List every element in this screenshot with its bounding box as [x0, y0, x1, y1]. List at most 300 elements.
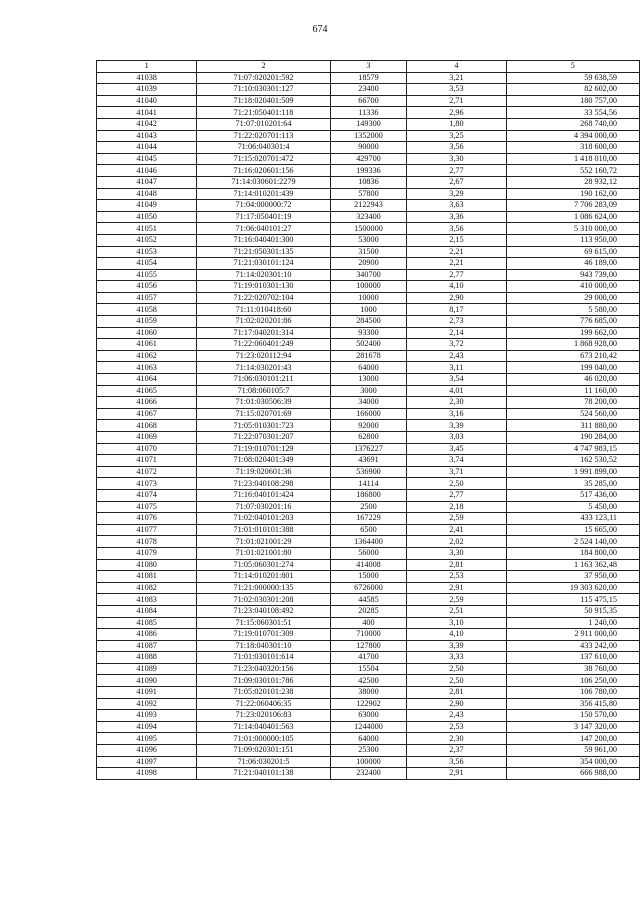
row-number-cell: 41062	[97, 350, 197, 362]
table-row	[97, 292, 640, 304]
cadastral-value-cell: 1 240,00	[506, 617, 639, 629]
cadastral-number-cell: 71:01:000000:105	[197, 733, 330, 745]
cadastral-value-table	[96, 60, 640, 780]
row-number-cell: 41041	[97, 107, 197, 119]
row-number-cell: 41050	[97, 211, 197, 223]
table-row	[97, 652, 640, 664]
cadastral-number-cell: 71:14:040401:563	[197, 721, 330, 733]
row-number-cell: 41082	[97, 582, 197, 594]
row-number-cell: 41091	[97, 687, 197, 699]
column-header-4: 4	[407, 61, 506, 73]
row-number-cell: 41039	[97, 84, 197, 96]
cadastral-number-cell: 71:22:020702:104	[197, 292, 330, 304]
rate-cell: 2,50	[407, 675, 506, 687]
rate-cell: 4,10	[407, 281, 506, 293]
cadastral-value-cell: 776 685,00	[506, 316, 639, 328]
row-number-cell: 41046	[97, 165, 197, 177]
cadastral-value-cell: 59 961,00	[506, 745, 639, 757]
cadastral-value-cell: 19 303 620,00	[506, 582, 639, 594]
area-cell: 1500000	[330, 223, 407, 235]
cadastral-value-cell: 311 880,00	[506, 420, 639, 432]
rate-cell: 2,02	[407, 536, 506, 548]
rate-cell: 2,50	[407, 663, 506, 675]
area-cell: 62800	[330, 432, 407, 444]
table-row	[97, 95, 640, 107]
cadastral-number-cell: 71:22:070301:207	[197, 432, 330, 444]
table-row	[97, 687, 640, 699]
cadastral-value-cell: 354 000,00	[506, 756, 639, 768]
area-cell: 20900	[330, 258, 407, 270]
area-cell: 42500	[330, 675, 407, 687]
area-cell: 11336	[330, 107, 407, 119]
cadastral-value-cell: 78 200,00	[506, 397, 639, 409]
table-row	[97, 489, 640, 501]
row-number-cell: 41064	[97, 374, 197, 386]
cadastral-number-cell: 71:06:030201:5	[197, 756, 330, 768]
rate-cell: 3,39	[407, 640, 506, 652]
row-number-cell: 41088	[97, 652, 197, 664]
row-number-cell: 41081	[97, 571, 197, 583]
row-number-cell: 41043	[97, 130, 197, 142]
row-number-cell: 41073	[97, 478, 197, 490]
cadastral-number-cell: 71:16:040101:424	[197, 489, 330, 501]
cadastral-number-cell: 71:22:020701:113	[197, 130, 330, 142]
cadastral-value-cell: 199 662,00	[506, 327, 639, 339]
rate-cell: 2,50	[407, 478, 506, 490]
row-number-cell: 41054	[97, 258, 197, 270]
rate-cell: 3,56	[407, 142, 506, 154]
cadastral-value-cell: 162 530,52	[506, 455, 639, 467]
table-row	[97, 374, 640, 386]
table-row	[97, 316, 640, 328]
table-row	[97, 281, 640, 293]
cadastral-value-cell: 199 040,00	[506, 362, 639, 374]
cadastral-number-cell: 71:01:021001:80	[197, 547, 330, 559]
table-row	[97, 617, 640, 629]
rate-cell: 8,17	[407, 304, 506, 316]
cadastral-number-cell: 71:21:050301:135	[197, 246, 330, 258]
cadastral-value-cell: 1 418 010,00	[506, 153, 639, 165]
column-header-3: 3	[330, 61, 407, 73]
cadastral-value-cell: 1 868 928,00	[506, 339, 639, 351]
table-row	[97, 756, 640, 768]
cadastral-number-cell: 71:02:020201:86	[197, 316, 330, 328]
cadastral-value-cell: 4 394 000,00	[506, 130, 639, 142]
cadastral-value-cell: 137 610,00	[506, 652, 639, 664]
rate-cell: 2,14	[407, 327, 506, 339]
rate-cell: 2,21	[407, 246, 506, 258]
row-number-cell: 41056	[97, 281, 197, 293]
row-number-cell: 41068	[97, 420, 197, 432]
table-row	[97, 605, 640, 617]
row-number-cell: 41092	[97, 698, 197, 710]
rate-cell: 3,74	[407, 455, 506, 467]
table-row	[97, 536, 640, 548]
cadastral-value-cell: 46 189,00	[506, 258, 639, 270]
rate-cell: 2,91	[407, 768, 506, 780]
cadastral-number-cell: 71:18:040301:10	[197, 640, 330, 652]
rate-cell: 3,39	[407, 420, 506, 432]
table-row	[97, 246, 640, 258]
table-row	[97, 582, 640, 594]
row-number-cell: 41084	[97, 605, 197, 617]
area-cell: 63000	[330, 710, 407, 722]
cadastral-value-cell: 2 911 000,00	[506, 629, 639, 641]
rate-cell: 2,43	[407, 350, 506, 362]
cadastral-value-cell: 268 740,00	[506, 118, 639, 130]
rate-cell: 3,30	[407, 547, 506, 559]
area-cell: 414008	[330, 559, 407, 571]
table-row	[97, 142, 640, 154]
area-cell: 15504	[330, 663, 407, 675]
area-cell: 25300	[330, 745, 407, 757]
cadastral-number-cell: 71:23:040108:298	[197, 478, 330, 490]
cadastral-number-cell: 71:15:060301:51	[197, 617, 330, 629]
table-body	[97, 72, 640, 779]
area-cell: 149300	[330, 118, 407, 130]
row-number-cell: 41061	[97, 339, 197, 351]
cadastral-number-cell: 71:23:020112:94	[197, 350, 330, 362]
rate-cell: 2,77	[407, 165, 506, 177]
cadastral-number-cell: 71:21:040101:138	[197, 768, 330, 780]
cadastral-value-cell: 1 991 899,00	[506, 466, 639, 478]
cadastral-value-cell: 150 570,00	[506, 710, 639, 722]
cadastral-number-cell: 71:14:010201:801	[197, 571, 330, 583]
table-row	[97, 339, 640, 351]
area-cell: 23400	[330, 84, 407, 96]
cadastral-number-cell: 71:16:020601:156	[197, 165, 330, 177]
table-row	[97, 594, 640, 606]
rate-cell: 3,11	[407, 362, 506, 374]
rate-cell: 2,53	[407, 571, 506, 583]
row-number-cell: 41040	[97, 95, 197, 107]
area-cell: 13000	[330, 374, 407, 386]
table-row	[97, 107, 640, 119]
table-row	[97, 258, 640, 270]
area-cell: 53000	[330, 234, 407, 246]
table-row	[97, 350, 640, 362]
rate-cell: 3,56	[407, 756, 506, 768]
cadastral-value-cell: 28 932,12	[506, 176, 639, 188]
table-row	[97, 745, 640, 757]
cadastral-number-cell: 71:04:000000:72	[197, 200, 330, 212]
rate-cell: 3,10	[407, 617, 506, 629]
cadastral-value-cell: 318 600,00	[506, 142, 639, 154]
column-header-2: 2	[197, 61, 330, 73]
area-cell: 90000	[330, 142, 407, 154]
rate-cell: 2,81	[407, 559, 506, 571]
rate-cell: 2,96	[407, 107, 506, 119]
table-row	[97, 304, 640, 316]
cadastral-number-cell: 71:10:030301:127	[197, 84, 330, 96]
table-row	[97, 524, 640, 536]
rate-cell: 3,25	[407, 130, 506, 142]
cadastral-number-cell: 71:08:060105:7	[197, 385, 330, 397]
row-number-cell: 41057	[97, 292, 197, 304]
cadastral-number-cell: 71:01:010101:388	[197, 524, 330, 536]
rate-cell: 3,16	[407, 408, 506, 420]
row-number-cell: 41053	[97, 246, 197, 258]
table-row	[97, 211, 640, 223]
rate-cell: 3,72	[407, 339, 506, 351]
row-number-cell: 41047	[97, 176, 197, 188]
row-number-cell: 41075	[97, 501, 197, 513]
cadastral-value-cell: 38 760,00	[506, 663, 639, 675]
rate-cell: 2,30	[407, 733, 506, 745]
cadastral-value-cell: 2 524 140,00	[506, 536, 639, 548]
rate-cell: 3,53	[407, 84, 506, 96]
rate-cell: 2,51	[407, 605, 506, 617]
area-cell: 34000	[330, 397, 407, 409]
table-row	[97, 675, 640, 687]
cadastral-value-cell: 5 310 000,00	[506, 223, 639, 235]
table-row	[97, 408, 640, 420]
area-cell: 92000	[330, 420, 407, 432]
rate-cell: 2,73	[407, 316, 506, 328]
cadastral-number-cell: 71:01:021001:29	[197, 536, 330, 548]
cadastral-value-cell: 69 615,00	[506, 246, 639, 258]
row-number-cell: 41076	[97, 513, 197, 525]
area-cell: 100000	[330, 281, 407, 293]
area-cell: 167229	[330, 513, 407, 525]
row-number-cell: 41085	[97, 617, 197, 629]
cadastral-number-cell: 71:06:030101:211	[197, 374, 330, 386]
row-number-cell: 41058	[97, 304, 197, 316]
cadastral-value-cell: 59 638,59	[506, 72, 639, 84]
table-row	[97, 733, 640, 745]
table-row	[97, 640, 640, 652]
table-row	[97, 501, 640, 513]
table-row	[97, 234, 640, 246]
table-row	[97, 721, 640, 733]
table-row	[97, 478, 640, 490]
row-number-cell: 41059	[97, 316, 197, 328]
row-number-cell: 41065	[97, 385, 197, 397]
table-row	[97, 571, 640, 583]
rate-cell: 3,56	[407, 223, 506, 235]
cadastral-value-cell: 115 475,15	[506, 594, 639, 606]
cadastral-value-cell: 15 665,00	[506, 524, 639, 536]
cadastral-value-cell: 37 950,00	[506, 571, 639, 583]
rate-cell: 2,91	[407, 582, 506, 594]
row-number-cell: 41095	[97, 733, 197, 745]
area-cell: 15000	[330, 571, 407, 583]
area-cell: 66700	[330, 95, 407, 107]
row-number-cell: 41071	[97, 455, 197, 467]
cadastral-value-cell: 1 163 362,48	[506, 559, 639, 571]
area-cell: 56000	[330, 547, 407, 559]
table-row	[97, 559, 640, 571]
rate-cell: 2,77	[407, 269, 506, 281]
rate-cell: 2,59	[407, 513, 506, 525]
cadastral-number-cell: 71:16:040401:300	[197, 234, 330, 246]
cadastral-value-cell: 106 250,00	[506, 675, 639, 687]
rate-cell: 1,80	[407, 118, 506, 130]
cadastral-value-cell: 673 210,42	[506, 350, 639, 362]
row-number-cell: 41042	[97, 118, 197, 130]
row-number-cell: 41069	[97, 432, 197, 444]
row-number-cell: 41096	[97, 745, 197, 757]
area-cell: 44585	[330, 594, 407, 606]
cadastral-number-cell: 71:09:020301:151	[197, 745, 330, 757]
area-cell: 1376227	[330, 443, 407, 455]
cadastral-value-cell: 190 284,00	[506, 432, 639, 444]
header-row	[97, 61, 640, 73]
cadastral-value-cell: 11 160,00	[506, 385, 639, 397]
cadastral-number-cell: 71:07:020201:592	[197, 72, 330, 84]
cadastral-value-cell: 113 950,00	[506, 234, 639, 246]
area-cell: 710000	[330, 629, 407, 641]
cadastral-value-cell: 33 554,56	[506, 107, 639, 119]
table-row	[97, 455, 640, 467]
cadastral-value-cell: 29 000,00	[506, 292, 639, 304]
area-cell: 18579	[330, 72, 407, 84]
cadastral-value-cell: 943 739,00	[506, 269, 639, 281]
row-number-cell: 41045	[97, 153, 197, 165]
row-number-cell: 41067	[97, 408, 197, 420]
rate-cell: 2,90	[407, 292, 506, 304]
cadastral-number-cell: 71:15:020701:69	[197, 408, 330, 420]
area-cell: 323400	[330, 211, 407, 223]
area-cell: 284500	[330, 316, 407, 328]
row-number-cell: 41097	[97, 756, 197, 768]
table-row	[97, 710, 640, 722]
cadastral-value-cell: 184 800,00	[506, 547, 639, 559]
cadastral-value-cell: 147 200,00	[506, 733, 639, 745]
cadastral-number-cell: 71:09:030101:786	[197, 675, 330, 687]
table-row	[97, 420, 640, 432]
rate-cell: 2,18	[407, 501, 506, 513]
page-number: 674	[312, 24, 328, 35]
row-number-cell: 41093	[97, 710, 197, 722]
table-row	[97, 130, 640, 142]
cadastral-number-cell: 71:19:010701:309	[197, 629, 330, 641]
rate-cell: 3,71	[407, 466, 506, 478]
cadastral-number-cell: 71:23:020106:83	[197, 710, 330, 722]
cadastral-number-cell: 71:07:030201:16	[197, 501, 330, 513]
area-cell: 93300	[330, 327, 407, 339]
table-row	[97, 269, 640, 281]
area-cell: 6726000	[330, 582, 407, 594]
area-cell: 3000	[330, 385, 407, 397]
rate-cell: 4,01	[407, 385, 506, 397]
cadastral-number-cell: 71:05:010301:723	[197, 420, 330, 432]
table-row	[97, 443, 640, 455]
area-cell: 2122943	[330, 200, 407, 212]
row-number-cell: 41074	[97, 489, 197, 501]
cadastral-value-cell: 46 020,00	[506, 374, 639, 386]
cadastral-value-cell: 433 123,11	[506, 513, 639, 525]
area-cell: 41700	[330, 652, 407, 664]
cadastral-number-cell: 71:14:030201:43	[197, 362, 330, 374]
row-number-cell: 41098	[97, 768, 197, 780]
rate-cell: 2,71	[407, 95, 506, 107]
area-cell: 14114	[330, 478, 407, 490]
rate-cell: 2,41	[407, 524, 506, 536]
row-number-cell: 41080	[97, 559, 197, 571]
rate-cell: 2,81	[407, 687, 506, 699]
cadastral-number-cell: 71:02:030301:208	[197, 594, 330, 606]
row-number-cell: 41083	[97, 594, 197, 606]
cadastral-number-cell: 71:08:020401:349	[197, 455, 330, 467]
rate-cell: 2,53	[407, 721, 506, 733]
rate-cell: 3,21	[407, 72, 506, 84]
area-cell: 122902	[330, 698, 407, 710]
rate-cell: 3,54	[407, 374, 506, 386]
area-cell: 2500	[330, 501, 407, 513]
cadastral-number-cell: 71:05:060301:274	[197, 559, 330, 571]
table-row	[97, 84, 640, 96]
rate-cell: 2,30	[407, 397, 506, 409]
cadastral-number-cell: 71:17:050401:19	[197, 211, 330, 223]
area-cell: 31500	[330, 246, 407, 258]
column-header-5: 5	[506, 61, 639, 73]
rate-cell: 2,67	[407, 176, 506, 188]
row-number-cell: 41072	[97, 466, 197, 478]
area-cell: 166000	[330, 408, 407, 420]
area-cell: 10836	[330, 176, 407, 188]
area-cell: 340700	[330, 269, 407, 281]
cadastral-value-cell: 5 450,00	[506, 501, 639, 513]
table-row	[97, 385, 640, 397]
table-row	[97, 165, 640, 177]
cadastral-value-cell: 517 436,00	[506, 489, 639, 501]
area-cell: 400	[330, 617, 407, 629]
cadastral-number-cell: 71:11:010418:60	[197, 304, 330, 316]
row-number-cell: 41060	[97, 327, 197, 339]
rate-cell: 2,59	[407, 594, 506, 606]
cadastral-number-cell: 71:14:010201:439	[197, 188, 330, 200]
row-number-cell: 41049	[97, 200, 197, 212]
area-cell: 186800	[330, 489, 407, 501]
cadastral-value-cell: 1 086 624,00	[506, 211, 639, 223]
cadastral-number-cell: 71:23:040320:156	[197, 663, 330, 675]
cadastral-number-cell: 71:19:020601:36	[197, 466, 330, 478]
rate-cell: 2,15	[407, 234, 506, 246]
cadastral-number-cell: 71:14:030601:2279	[197, 176, 330, 188]
row-number-cell: 41052	[97, 234, 197, 246]
table-row	[97, 188, 640, 200]
column-header-1: 1	[97, 61, 197, 73]
cadastral-number-cell: 71:19:010301:130	[197, 281, 330, 293]
area-cell: 64000	[330, 362, 407, 374]
rate-cell: 2,43	[407, 710, 506, 722]
row-number-cell: 41090	[97, 675, 197, 687]
row-number-cell: 41077	[97, 524, 197, 536]
table-row	[97, 768, 640, 780]
cadastral-number-cell: 71:01:030506:39	[197, 397, 330, 409]
row-number-cell: 41038	[97, 72, 197, 84]
cadastral-value-cell: 410 000,00	[506, 281, 639, 293]
cadastral-number-cell: 71:21:000000:135	[197, 582, 330, 594]
rate-cell: 3,30	[407, 153, 506, 165]
rate-cell: 2,77	[407, 489, 506, 501]
cadastral-value-cell: 82 602,00	[506, 84, 639, 96]
cadastral-value-cell: 106 780,00	[506, 687, 639, 699]
rate-cell: 2,90	[407, 698, 506, 710]
rate-cell: 3,33	[407, 652, 506, 664]
cadastral-value-cell: 356 415,80	[506, 698, 639, 710]
cadastral-value-cell: 524 560,00	[506, 408, 639, 420]
cadastral-number-cell: 71:17:040201:314	[197, 327, 330, 339]
cadastral-number-cell: 71:18:020401:509	[197, 95, 330, 107]
rate-cell: 3,03	[407, 432, 506, 444]
cadastral-number-cell: 71:05:020101:238	[197, 687, 330, 699]
table-row	[97, 466, 640, 478]
row-number-cell: 41079	[97, 547, 197, 559]
table-row	[97, 629, 640, 641]
table-row	[97, 397, 640, 409]
